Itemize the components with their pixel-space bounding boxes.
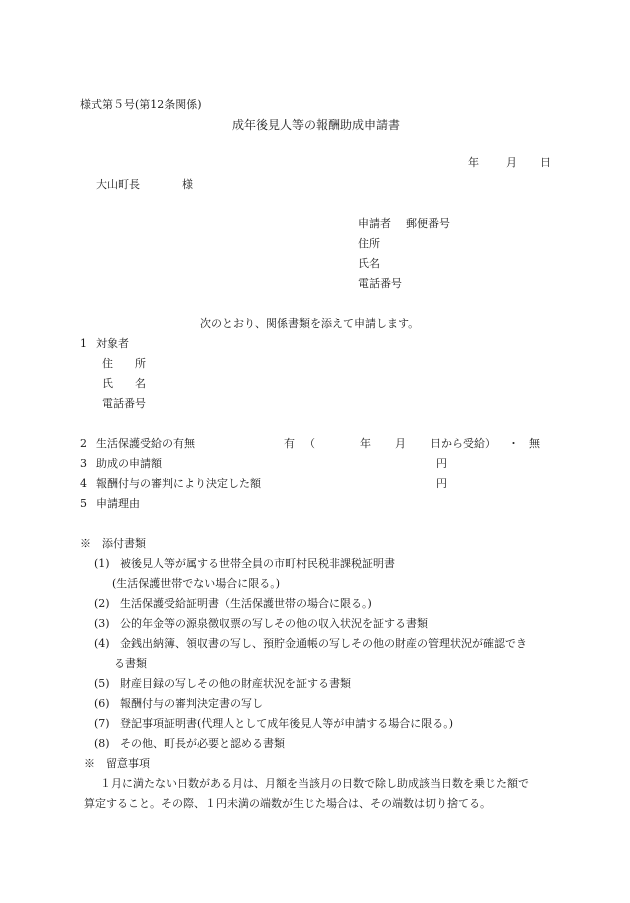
attachments-heading: ※ 添付書類 — [80, 537, 146, 550]
date-year: 年 — [468, 156, 479, 169]
section1-name: 氏 名 — [102, 377, 146, 390]
section2-no: 無 — [529, 437, 540, 450]
section3-label: 助成の申請額 — [96, 457, 162, 470]
applicant-address: 住所 — [358, 237, 380, 250]
section2-paren-open: （ — [304, 437, 315, 450]
attachment-6-text: 報酬付与の審判決定書の写し — [120, 697, 263, 710]
attachment-2-number: (2) — [94, 597, 110, 610]
attachment-8-number: (8) — [94, 737, 110, 750]
section3-unit: 円 — [436, 457, 447, 470]
addressee-honorific: 様 — [182, 178, 193, 191]
applicant-label: 申請者 — [358, 217, 391, 230]
applicant-phone: 電話番号 — [358, 277, 402, 290]
document-title: 成年後見人等の報酬助成申請書 — [232, 118, 401, 132]
attachment-8-text: その他、町長が必要と認める書類 — [120, 737, 285, 750]
section1-address: 住 所 — [102, 357, 146, 370]
attachment-6-number: (6) — [94, 697, 110, 710]
section1-phone: 電話番号 — [102, 397, 146, 410]
addressee-name: 大山町長 — [96, 178, 140, 191]
section2-label: 生活保護受給の有無 — [96, 437, 195, 450]
attachment-3-text: 公的年金等の源泉徴収票の写しその他の収入状況を証する書類 — [120, 617, 428, 630]
section2-from: 日から受給） — [430, 437, 496, 450]
date-month: 月 — [506, 156, 517, 169]
attachment-2-text: 生活保護受給証明書（生活保護世帯の場合に限る。) — [120, 597, 372, 610]
date-day: 日 — [540, 156, 551, 169]
attachment-3-number: (3) — [94, 617, 110, 630]
intro-sentence: 次のとおり、関係書類を添えて申請します。 — [200, 317, 420, 330]
applicant-name: 氏名 — [358, 257, 380, 270]
attachment-7-text: 登記事項証明書(代理人として成年後見人等が申請する場合に限る。) — [120, 717, 454, 730]
section5-label: 申請理由 — [96, 497, 140, 510]
attachment-1-number: (1) — [94, 557, 110, 570]
section4-label: 報酬付与の審判により決定した額 — [96, 477, 261, 490]
section2-dot: ・ — [508, 437, 519, 450]
form-number: 様式第５号(第12条関係) — [80, 98, 202, 111]
section4-unit: 円 — [436, 477, 447, 490]
notes-heading: ※ 留意事項 — [84, 757, 150, 770]
attachment-4-text: 金銭出納簿、領収書の写し、預貯金通帳の写しその他の財産の管理状況が確認でき — [120, 637, 527, 650]
section1-number: 1 — [80, 337, 87, 350]
attachment-5-number: (5) — [94, 677, 110, 690]
section3-number: 3 — [80, 457, 87, 470]
attachment-7-number: (7) — [94, 717, 110, 730]
section4-number: 4 — [80, 477, 87, 490]
attachment-1-text: 被後見人等が属する世帯全員の市町村民税非課税証明書 — [120, 557, 395, 570]
section2-month: 月 — [395, 437, 406, 450]
applicant-postal-code: 郵便番号 — [406, 217, 450, 230]
section2-number: 2 — [80, 437, 87, 450]
section1-label: 対象者 — [96, 337, 129, 350]
attachment-4-continued: る書類 — [114, 657, 147, 670]
attachment-5-text: 財産目録の写しその他の財産状況を証する書類 — [120, 677, 351, 690]
attachment-4-number: (4) — [94, 637, 110, 650]
notes-line-2: 算定すること。その際、１円未満の端数が生じた場合は、その端数は切り捨てる。 — [84, 797, 491, 810]
notes-line-1: １月に満たない日数がある月は、月額を当該月の日数で除し助成該当日数を乗じた額で — [100, 777, 529, 790]
attachment-1-note: (生活保護世帯でない場合に限る。) — [112, 577, 281, 590]
section5-number: 5 — [80, 497, 87, 510]
section2-yes: 有 — [284, 437, 295, 450]
section2-year: 年 — [360, 437, 371, 450]
